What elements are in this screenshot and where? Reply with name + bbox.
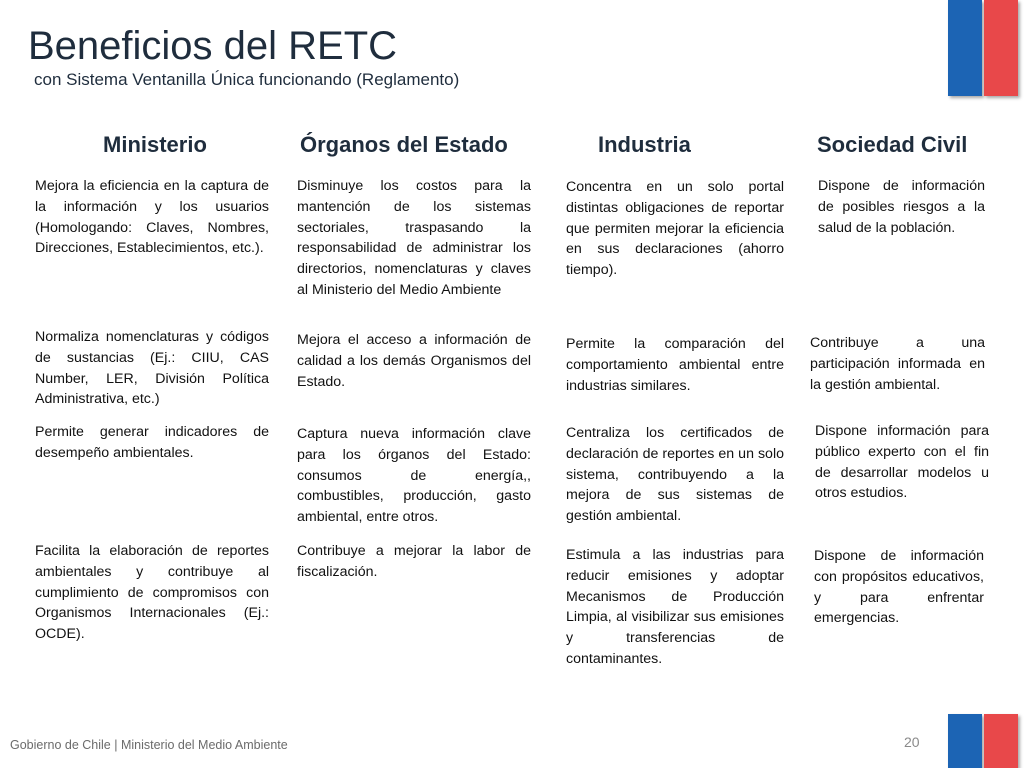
industria-benefit-1: Concentra en un solo portal distintas obligaciones de reportar que permiten mejorar la eficiencia en sus declaraciones (ahorro tiempo). xyxy=(566,179,784,279)
industria-benefit-4: Estimula a las industrias para reducir emisiones y adoptar Mecanismos de Producción Limpia, al visibilizar sus emisiones y transferencias de contaminantes. xyxy=(566,547,784,667)
red-stripe xyxy=(984,714,1018,768)
chile-flag-stripes-bottom xyxy=(948,714,1018,768)
column-heading-ministerio: Ministerio xyxy=(103,132,207,157)
sociedad-civil-benefit-4: Dispone de información con propósitos educativos, y para enfrentar emergencias. xyxy=(814,548,984,627)
chile-flag-stripes-top xyxy=(948,0,1018,96)
page-number: 20 xyxy=(904,734,920,750)
ministerio-benefit-2: Normaliza nomenclaturas y códigos de sustancias (Ej.: CIIU, CAS Number, LER, División Política Administrativa, etc.) xyxy=(35,329,269,408)
ministerio-benefit-3: Permite generar indicadores de desempeño ambientales. xyxy=(35,424,269,461)
footer-text: Gobierno de Chile | Ministerio del Medio Ambiente xyxy=(10,738,288,752)
organos-benefit-4: Contribuye a mejorar la labor de fiscalización. xyxy=(297,543,531,580)
slide-title: Beneficios del RETC xyxy=(28,24,398,68)
ministerio-benefit-1: Mejora la eficiencia en la captura de la información y los usuarios (Homologando: Claves, Nombres, Direcciones, Establecimientos, etc.). xyxy=(35,178,269,257)
sociedad-civil-benefit-2: Contribuye a una participación informada en la gestión ambiental. xyxy=(810,335,985,393)
sociedad-civil-benefit-3: Dispone información para público experto con el fin de desarrollar modelos u otros estudios. xyxy=(815,423,989,502)
industria-benefit-3: Centraliza los certificados de declaración de reportes en un solo sistema, contribuyendo a la mejora de sus sistemas de gestión ambiental. xyxy=(566,425,784,525)
column-heading-industria: Industria xyxy=(598,132,691,157)
organos-benefit-2: Mejora el acceso a información de calidad a los demás Organismos del Estado. xyxy=(297,332,531,390)
column-heading-sociedad-civil: Sociedad Civil xyxy=(817,132,968,157)
sociedad-civil-benefit-1: Dispone de información de posibles riesgos a la salud de la población. xyxy=(818,178,985,236)
red-stripe xyxy=(984,0,1018,96)
ministerio-benefit-4: Facilita la elaboración de reportes ambientales y contribuye al cumplimiento de compromisos con Organismos Internacionales (Ej.: OCDE). xyxy=(35,543,269,643)
blue-stripe xyxy=(948,0,982,96)
organos-benefit-3: Captura nueva información clave para los órganos del Estado: consumos de energía,, combustibles, producción, gasto ambiental, entre otros. xyxy=(297,426,531,526)
column-heading-organos-del-estado: Órganos del Estado xyxy=(300,132,508,157)
organos-benefit-1: Disminuye los costos para la mantención de los sistemas sectoriales, traspasando la responsabilidad de administrar los directorios, nomenclaturas y claves al Ministerio del Medio Ambiente xyxy=(297,178,531,298)
blue-stripe xyxy=(948,714,982,768)
industria-benefit-2: Permite la comparación del comportamiento ambiental entre industrias similares. xyxy=(566,336,784,394)
slide-subtitle: con Sistema Ventanilla Única funcionando (Reglamento) xyxy=(34,70,460,89)
